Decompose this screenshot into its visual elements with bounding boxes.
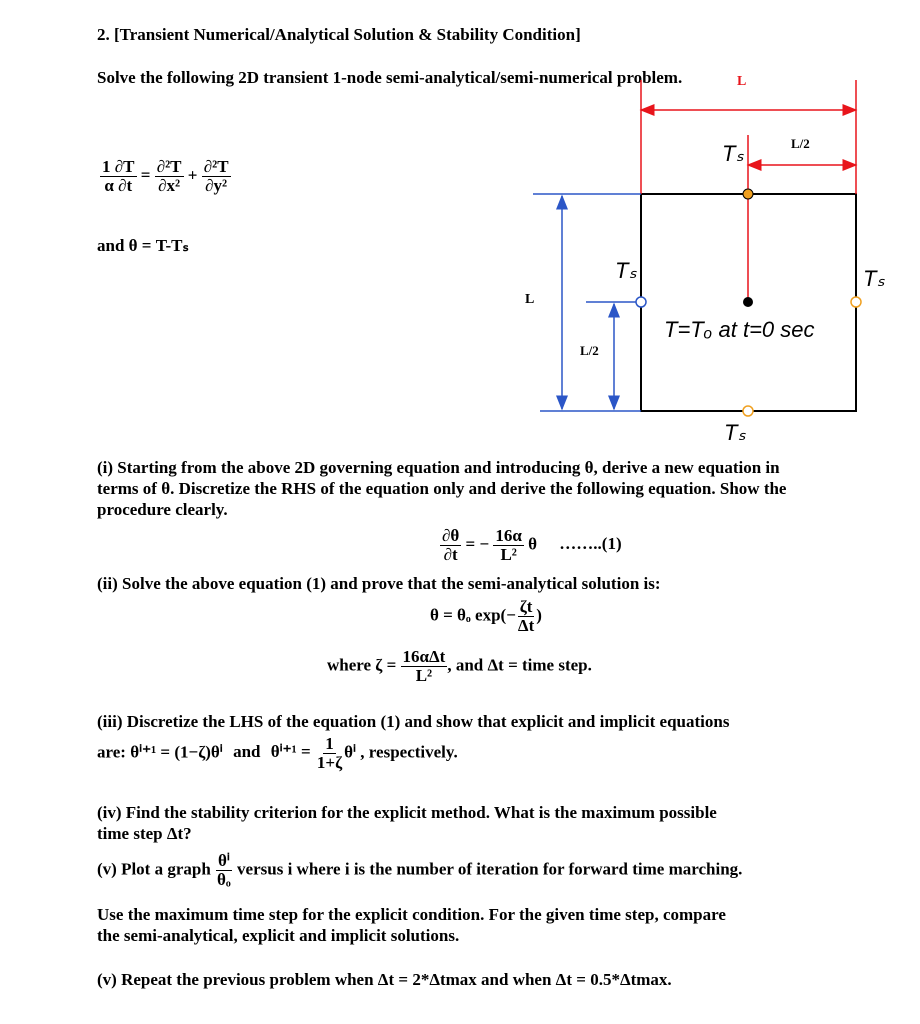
plot-prefix: (v) Plot a graph xyxy=(97,859,211,879)
part-v-line3: the semi-analytical, explicit and implicit solutions. xyxy=(97,926,460,945)
part-iii-text: (iii) Discretize the LHS of the equation (1) and show that explicit and implicit equations xyxy=(97,712,730,731)
boundary-node-left xyxy=(636,297,646,307)
label-L-left: L xyxy=(525,292,535,307)
plot-frac-num: θⁱ xyxy=(217,851,230,870)
and-label: and xyxy=(233,742,261,762)
lhs-numerator: 1 ∂T xyxy=(102,157,135,176)
center-node xyxy=(743,297,753,307)
problem-title: 2. [Transient Numerical/Analytical Solution & Stability Condition] xyxy=(97,25,581,44)
lhs-denominator: α ∂t xyxy=(104,175,133,195)
plot-suffix: versus i where i is the number of iteration for forward time marching. xyxy=(237,859,743,879)
zeta-definition xyxy=(327,648,592,685)
label-ts-top: Tₛ xyxy=(722,141,744,166)
solution-num: ζt xyxy=(519,597,533,616)
are-label: are: xyxy=(97,742,126,762)
implicit-den: 1+ζ xyxy=(316,752,343,772)
label-ts-right: Tₛ xyxy=(863,266,885,291)
explicit-implicit-equations xyxy=(97,735,458,772)
label-half-left: L/2 xyxy=(580,343,599,358)
eq1-rhs-den: L² xyxy=(500,544,517,564)
explicit-equation: θⁱ⁺¹ = (1−ζ)θⁱ xyxy=(130,742,223,762)
where-tail: , and Δt = time step. xyxy=(447,655,592,675)
boundary-node-top xyxy=(743,189,753,199)
where-label: where ζ = xyxy=(327,655,397,675)
part-i-text: (i) Starting from the above 2D governing equation and introducing θ, derive a new equation in terms of θ. Discretize the RHS of the equation only and derive the following equation. Show the procedure clearly. xyxy=(97,458,787,519)
theta-definition: and θ = T-Tₛ xyxy=(97,236,189,255)
solution-prefix: θ = θₒ exp(− xyxy=(430,605,516,625)
governing-equation: $\frac{1 \partial T}{\alpha \partial t}$ = $\frac{\text{∂²T}}{\text{∂x²}}$ + $\frac{\text{∂²T}}{\text{∂y²}}$ xyxy=(102,157,229,195)
part-iv-line1: (iv) Find the stability criterion for the explicit method. What is the maximum possible xyxy=(97,803,717,822)
label-initial-condition: T=Tₒ at t=0 sec xyxy=(664,317,815,342)
label-ts-left: Tₛ xyxy=(615,258,637,283)
solution-den: Δt xyxy=(517,615,535,635)
solution-suffix: ) xyxy=(536,605,542,625)
label-ts-bottom: Tₛ xyxy=(724,420,746,445)
eq1-tag: ……..(1) xyxy=(559,534,622,554)
equation-1: $\frac{\partial\theta}{\partial t}$ = − $\frac{16\alpha}{\text{L²}}$ θ ……..(1) xyxy=(442,526,622,564)
term2-denominator: ∂y² xyxy=(205,175,228,195)
eq1-theta: θ xyxy=(528,534,538,554)
part-v-line1 xyxy=(97,852,742,889)
implicit-tail: θⁱ , respectively. xyxy=(344,742,458,762)
eq1-lhs-num: ∂θ xyxy=(442,526,460,545)
implicit-lhs: θⁱ⁺¹ = xyxy=(270,742,311,762)
eq1-lhs-den: ∂t xyxy=(443,544,458,564)
part-v-line2: Use the maximum time step for the explicit condition. For the given time step, compare xyxy=(97,905,726,924)
term1-denominator: ∂x² xyxy=(158,175,181,195)
part-ii-text: (ii) Solve the above equation (1) and prove that the semi-analytical solution is: xyxy=(97,574,661,593)
label-L-top: L xyxy=(737,74,747,89)
zeta-den: L² xyxy=(415,665,433,685)
zeta-num: 16αΔt xyxy=(402,647,446,666)
part-iv-line2: time step Δt? xyxy=(97,824,192,843)
plot-frac-den: θₒ xyxy=(217,869,231,889)
boundary-node-bottom xyxy=(743,406,753,416)
term1-numerator: ∂²T xyxy=(156,157,182,176)
term2-numerator: ∂²T xyxy=(203,157,229,176)
part-vi-text: (v) Repeat the previous problem when Δt = 2*Δtmax and when Δt = 0.5*Δtmax. xyxy=(97,970,672,989)
eq1-rhs-num: 16α xyxy=(495,526,522,545)
solution-equation xyxy=(430,598,542,635)
label-half-top: L/2 xyxy=(791,136,810,151)
problem-intro: Solve the following 2D transient 1-node semi-analytical/semi-numerical problem. xyxy=(97,68,683,87)
boundary-node-right xyxy=(851,297,861,307)
implicit-num: 1 xyxy=(325,734,334,753)
